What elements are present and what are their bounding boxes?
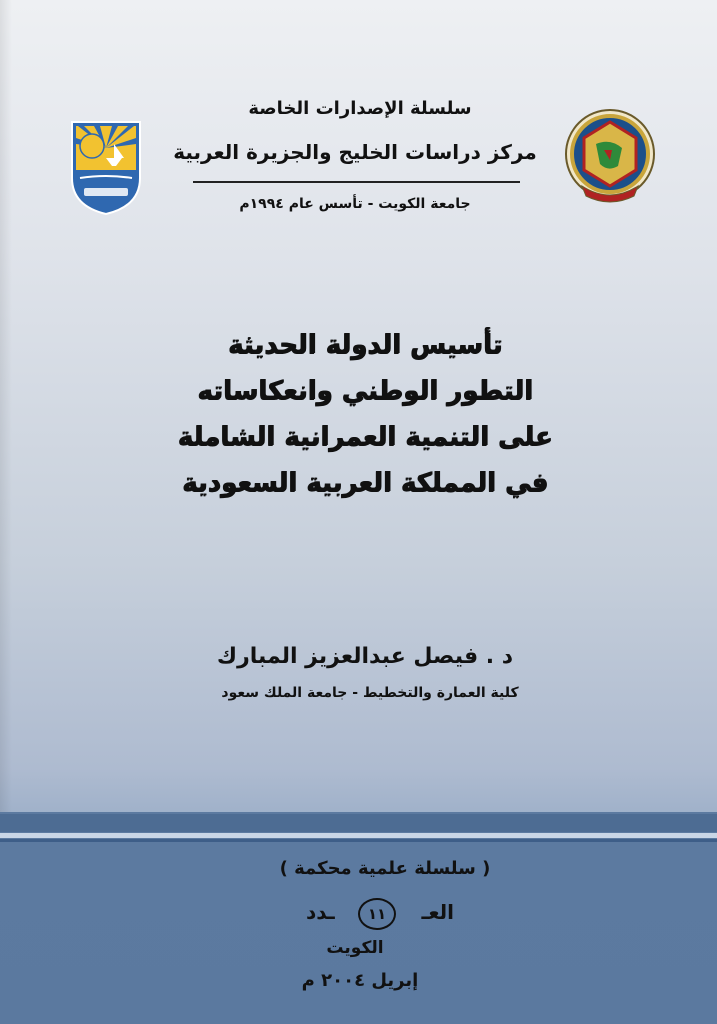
publication-city: الكويت xyxy=(326,938,384,958)
author-name: د . فيصل عبدالعزيز المبارك xyxy=(216,644,514,669)
title-line-3: على التنمية العمرانية الشاملة xyxy=(177,422,553,452)
issue-number-row xyxy=(300,898,460,934)
gcc-emblem-logo xyxy=(560,108,660,208)
center-name: مركز دراسات الخليج والجزيرة العربية xyxy=(173,140,537,164)
footer-stripe-dark xyxy=(0,839,717,842)
series-title: سلسلة الإصدارات الخاصة xyxy=(248,98,472,119)
footer-stripe-light xyxy=(0,833,717,838)
issue-number: ١١ xyxy=(358,898,396,930)
publication-date: إبريل ٢٠٠٤ م xyxy=(301,970,419,991)
university-founding-date: جامعة الكويت - تأسس عام ١٩٩٤م xyxy=(239,196,471,212)
header-divider xyxy=(193,181,520,183)
issue-label-start: العـ xyxy=(421,900,454,924)
kuwait-university-logo xyxy=(66,118,146,216)
title-line-1: تأسيس الدولة الحديثة xyxy=(227,330,503,360)
title-line-4: في المملكة العربية السعودية xyxy=(181,468,549,498)
title-line-2: التطور الوطني وانعكاساته xyxy=(197,376,533,406)
issue-label-end: ـدد xyxy=(306,900,335,924)
author-affiliation: كلية العمارة والتخطيط - جامعة الملك سعود xyxy=(221,685,519,701)
refereed-series-label: ( سلسلة علمية محكمة ) xyxy=(279,858,491,879)
footer-stripe xyxy=(0,814,717,832)
